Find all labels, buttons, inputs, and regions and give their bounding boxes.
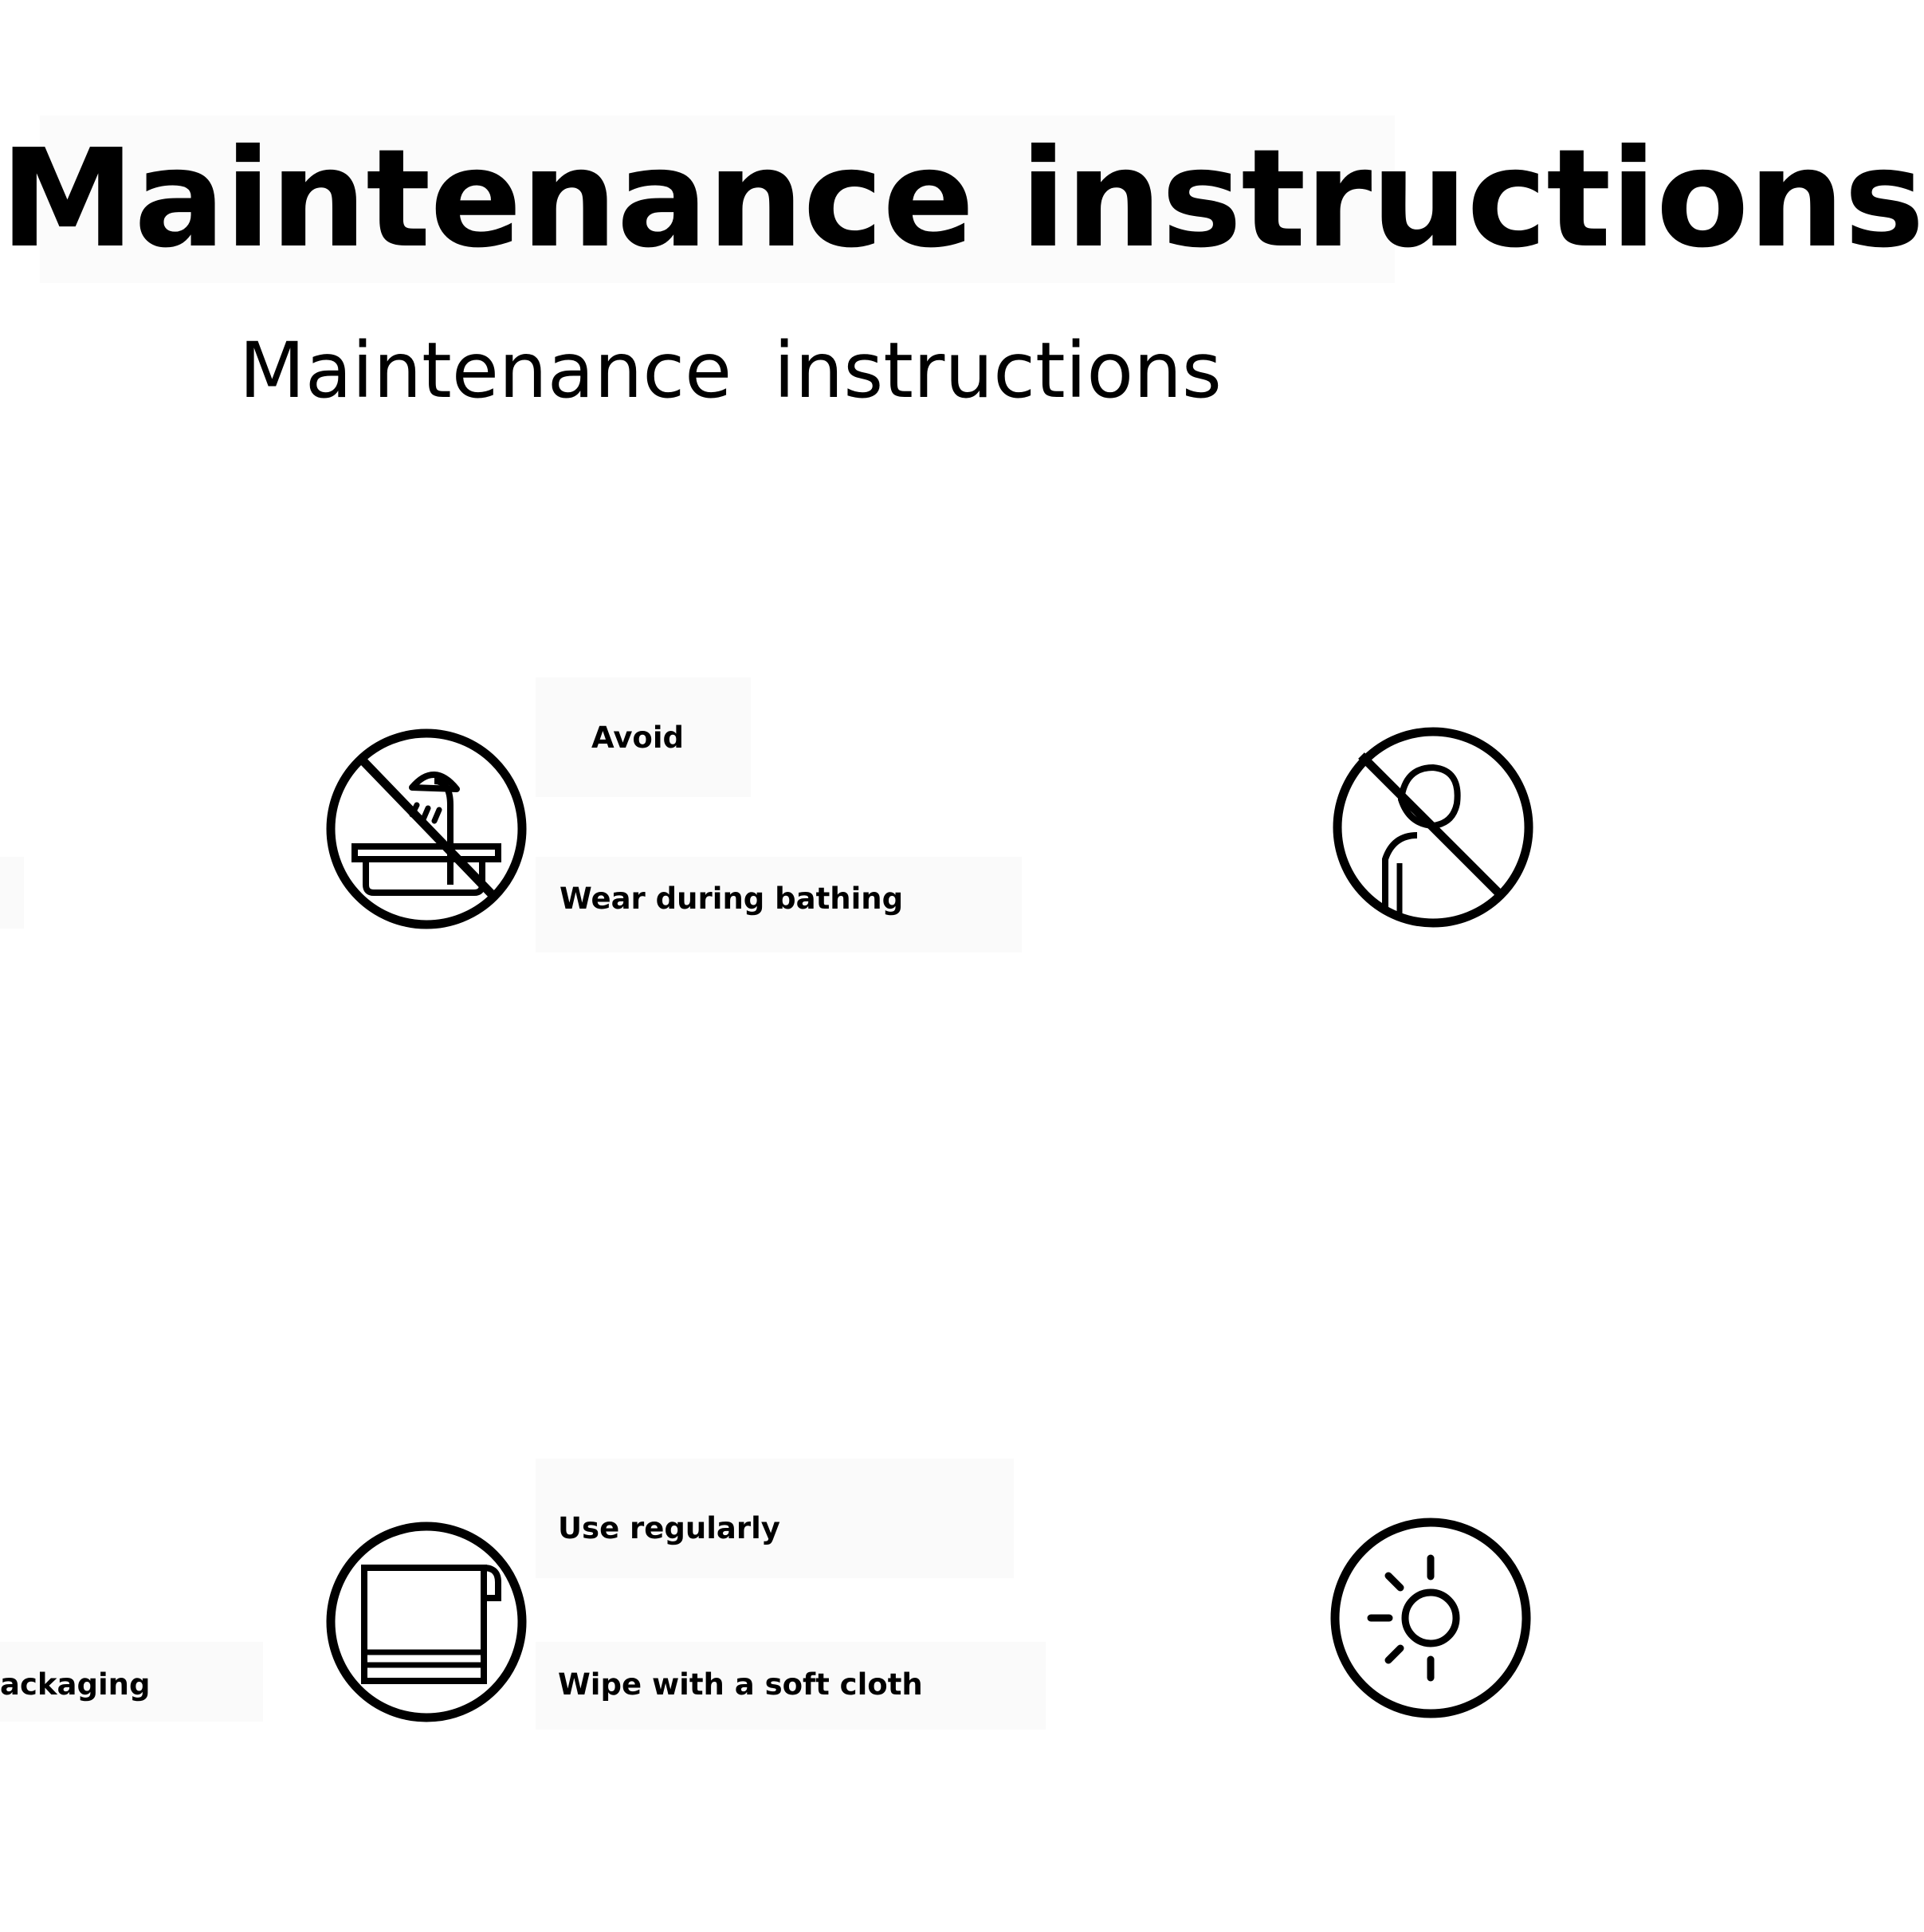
no-sweating-icon	[1329, 724, 1537, 931]
item-label-avoid: Avoid	[591, 721, 685, 755]
page-title: Maintenance instructions	[0, 120, 1924, 278]
item-label-use-regularly: Use regularly	[558, 1511, 780, 1545]
sun-icon	[1327, 1514, 1534, 1722]
item-label-wipe: Wipe with a soft cloth	[558, 1667, 923, 1702]
partial-label-packaging: ackaging	[0, 1667, 151, 1702]
soft-cloth-icon	[323, 1518, 530, 1726]
item-label-bathing: Wear during bathing	[560, 882, 904, 916]
no-bathing-icon	[323, 725, 530, 933]
page-subtitle: Maintenance instructions	[239, 326, 1222, 415]
label-background	[0, 857, 24, 929]
